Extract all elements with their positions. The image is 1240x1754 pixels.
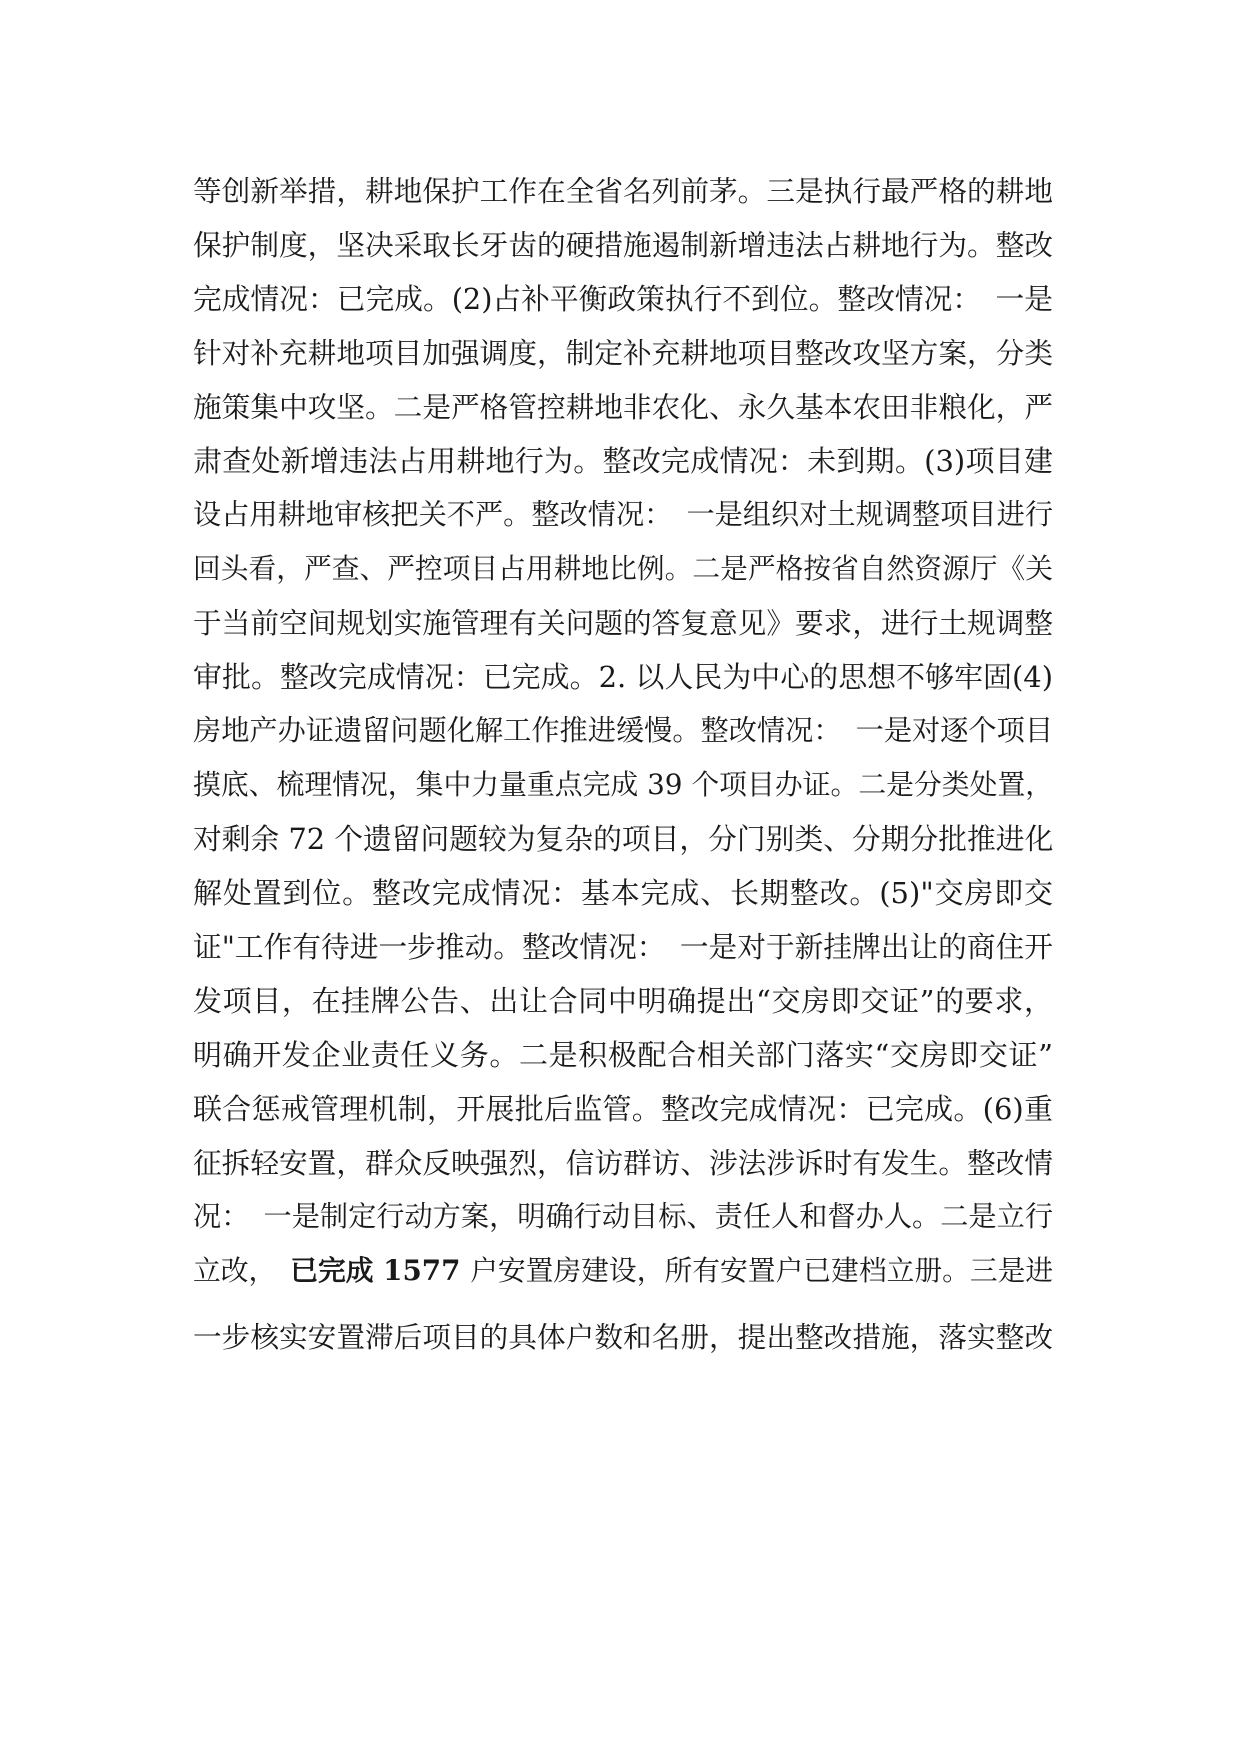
text-line bbox=[193, 974, 1053, 1028]
text-segment: 施策集中攻坚。二是严格管控耕地非农化、永久基本农田非粮化，严 bbox=[193, 390, 1053, 424]
text-segment: 一步核实安置滞后项目的具体户数和名册，提出整改措施，落实整改 bbox=[193, 1320, 1053, 1354]
text-segment: 况： 一是制定行动方案，明确行动目标、责任人和督办人。二是立行 bbox=[193, 1200, 1053, 1233]
text-line bbox=[193, 1136, 1053, 1190]
text-line bbox=[193, 1082, 1053, 1136]
text-segment: 保护制度，坚决采取长牙齿的硬措施遏制新增违法占耕地行为。整改 bbox=[193, 228, 1053, 262]
text-line bbox=[193, 542, 1053, 596]
text-line bbox=[193, 920, 1053, 974]
text-line bbox=[193, 488, 1053, 542]
text-line bbox=[193, 1310, 1053, 1364]
text-segment: 征拆轻安置，群众反映强烈，信访群访、涉法涉诉时有发生。整改情 bbox=[193, 1146, 1053, 1180]
text-line bbox=[193, 704, 1053, 758]
text-segment: 明确开发企业责任义务。二是积极配合相关部门落实“交房即交证” bbox=[193, 1038, 1053, 1072]
text-segment: 完成情况：已完成。(2)占补平衡政策执行不到位。整改情况： 一是 bbox=[193, 282, 1053, 316]
text-line bbox=[193, 758, 1053, 812]
text-line bbox=[193, 434, 1053, 488]
text-segment: 针对补充耕地项目加强调度，制定补充耕地项目整改攻坚方案，分类 bbox=[193, 336, 1053, 370]
text-line bbox=[193, 326, 1053, 380]
text-segment: 证"工作有待进一步推动。整改情况： 一是对于新挂牌出让的商住开 bbox=[193, 930, 1053, 964]
text-segment: 于当前空间规划实施管理有关问题的答复意见》要求，进行土规调整 bbox=[193, 606, 1053, 640]
text-line bbox=[193, 1028, 1053, 1082]
text-segment: 发项目，在挂牌公告、出让合同中明确提出“交房即交证”的要求， bbox=[193, 984, 1053, 1018]
text-line bbox=[193, 812, 1053, 866]
text-segment: 摸底、梳理情况，集中力量重点完成 39 个项目办证。二是分类处置， bbox=[193, 768, 1054, 801]
text-segment: 审批。整改完成情况：已完成。2. 以人民为中心的思想不够牢固(4) bbox=[193, 660, 1054, 694]
text-line bbox=[193, 164, 1053, 218]
text-segment: 回头看，严查、严控项目占用耕地比例。二是严格按省自然资源厅《关 bbox=[193, 552, 1053, 585]
text-segment: 立改， bbox=[193, 1254, 291, 1287]
text-line bbox=[193, 218, 1053, 272]
text-line bbox=[193, 596, 1053, 650]
text-segment: 联合惩戒管理机制，开展批后监管。整改完成情况：已完成。(6)重 bbox=[193, 1092, 1053, 1126]
text-line bbox=[193, 650, 1053, 704]
text-segment: 户安置房建设，所有安置户已建档立册。三是进 bbox=[470, 1254, 1054, 1287]
text-line bbox=[193, 1244, 1053, 1298]
text-line bbox=[193, 1190, 1053, 1244]
text-segment: 房地产办证遗留问题化解工作推进缓慢。整改情况： 一是对逐个项目 bbox=[193, 714, 1053, 747]
text-line bbox=[193, 272, 1053, 326]
body-paragraph bbox=[193, 164, 1053, 1364]
text-segment: 肃查处新增违法占用耕地行为。整改完成情况：未到期。(3)项目建 bbox=[193, 444, 1053, 478]
text-segment: 对剩余 72 个遗留问题较为复杂的项目，分门别类、分期分批推进化 bbox=[193, 822, 1054, 856]
bold-text-segment: 已完成 1577 bbox=[290, 1254, 471, 1287]
text-segment: 等创新举措，耕地保护工作在全省名列前茅。三是执行最严格的耕地 bbox=[193, 174, 1053, 208]
text-line bbox=[193, 380, 1053, 434]
text-segment: 设占用耕地审核把关不严。整改情况： 一是组织对土规调整项目进行 bbox=[193, 498, 1053, 531]
text-segment: 解处置到位。整改完成情况：基本完成、长期整改。(5)"交房即交 bbox=[193, 876, 1053, 910]
text-line bbox=[193, 866, 1053, 920]
